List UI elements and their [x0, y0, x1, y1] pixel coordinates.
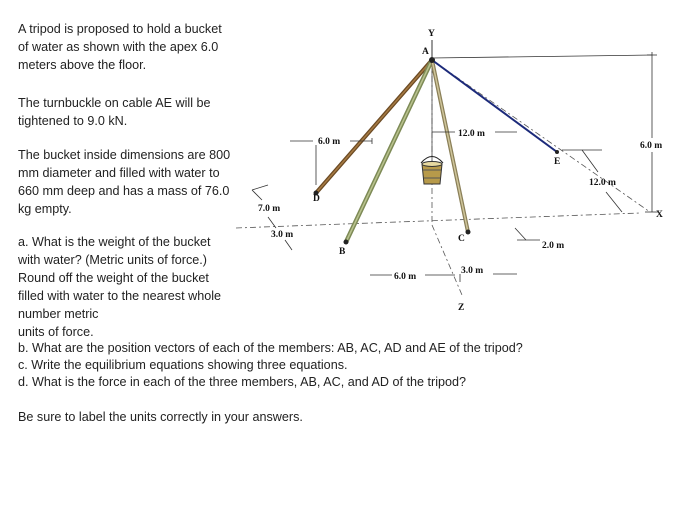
point-d-label: D: [313, 194, 320, 204]
joint-e: [555, 150, 559, 154]
question-c: c. Write the equilibrium equations showing three equations.: [18, 358, 348, 372]
dim-2: 2.0 m: [542, 241, 565, 251]
dim-right-6: 6.0 m: [640, 141, 663, 151]
intro-text: A tripod is proposed to hold a bucket of water as shown with the apex 6.0 meters above the floor.: [18, 22, 222, 72]
point-c-label: C: [458, 234, 465, 244]
question-a-end: units of force.: [18, 325, 94, 339]
dim-left-3: 3.0 m: [271, 230, 294, 240]
bucket-text: The bucket inside dimensions are 800 mm diameter and filled with water to 660 mm deep and has a mass of 76.0 kg empty.: [18, 148, 231, 216]
dim-top-6: 6.0 m: [318, 137, 341, 147]
dim-right-12: 12.0 m: [589, 178, 616, 188]
point-a-label: A: [422, 47, 429, 57]
dim-bottom-3: 3.0 m: [461, 266, 484, 276]
question-d: d. What is the force in each of the three members, AB, AC, and AD of the tripod?: [18, 375, 467, 389]
dim-left-7: 7.0 m: [258, 204, 281, 214]
cable-ae: [432, 60, 557, 152]
leg-ad-highlight: [316, 60, 432, 193]
leg-ab-highlight: [346, 60, 432, 242]
dim-bottom-6: 6.0 m: [394, 272, 417, 282]
dim-top-12: 12.0 m: [458, 129, 485, 139]
joint-b: [344, 240, 349, 245]
turnbuckle-text: The turnbuckle on cable AE will be tightened to 9.0 kN.: [18, 96, 211, 128]
units-note: Be sure to label the units correctly in your answers.: [18, 410, 303, 424]
point-e-label: E: [554, 157, 561, 167]
axis-z-label: Z: [458, 303, 465, 313]
question-b: b. What are the position vectors of each of the members: AB, AC, AD and AE of the tripod?: [18, 341, 523, 355]
axis-x-label: X: [656, 210, 663, 220]
point-b-label: B: [339, 247, 346, 257]
x-axis: [236, 60, 650, 228]
leg-ac-highlight: [432, 60, 468, 232]
question-a: a. What is the weight of the bucket with water? (Metric units of force.) Round off the weight of the bucket filled with water to the nearest whole number metric: [18, 235, 222, 321]
joint-c: [466, 230, 471, 235]
axis-y-label: Y: [428, 29, 435, 39]
